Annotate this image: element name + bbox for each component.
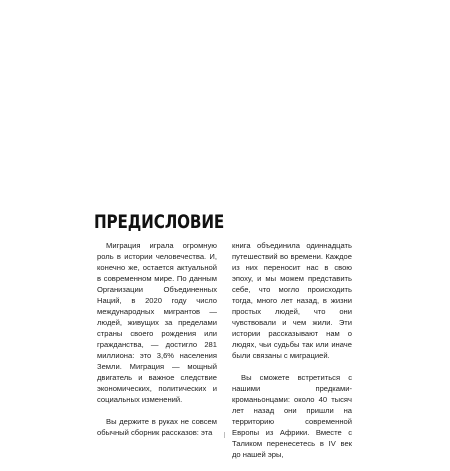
page-gutter-mark	[224, 432, 225, 438]
paragraph: Миграция играла огромную роль в истории человечества. И, конечно же, остается актуальной в современном мире. По данным Организации Объединенных Наций, в 2020 году число международных мигрантов — людей, живущих за пределами страны своего рождения или гражданства, — достигло 281 миллиона: это 3,6% населения Земли. Миграция — мощный двигатель и важное следствие экономических, политических и социальных изменений.	[97, 241, 217, 404]
paragraph: книга объединила одиннадцать путешествий во времени. Каждое из них переносит нас в свою эпоху, и мы можем представить себе, что могло происходить тогда, много лет назад, в жизни простых людей, что они чувствовали и чем жили. Эти истории рассказывают нам о людях, чьи судьбы так или иначе были связаны с миграцией.	[232, 241, 352, 360]
text-column-left	[97, 240, 217, 449]
paragraph: Вы сможете встретиться с нашими предками-кроманьонцами: около 40 тысяч лет назад они пришли на территорию современной Европы из Африки. Вместе с Таликом перенесетесь в IV век до нашей эры,	[232, 373, 352, 459]
text-column-right	[232, 240, 352, 471]
page-title: ПРЕДИСЛОВИЕ	[94, 211, 225, 233]
paragraph: Вы держите в руках не совсем обычный сборник рассказов: эта	[97, 417, 217, 437]
